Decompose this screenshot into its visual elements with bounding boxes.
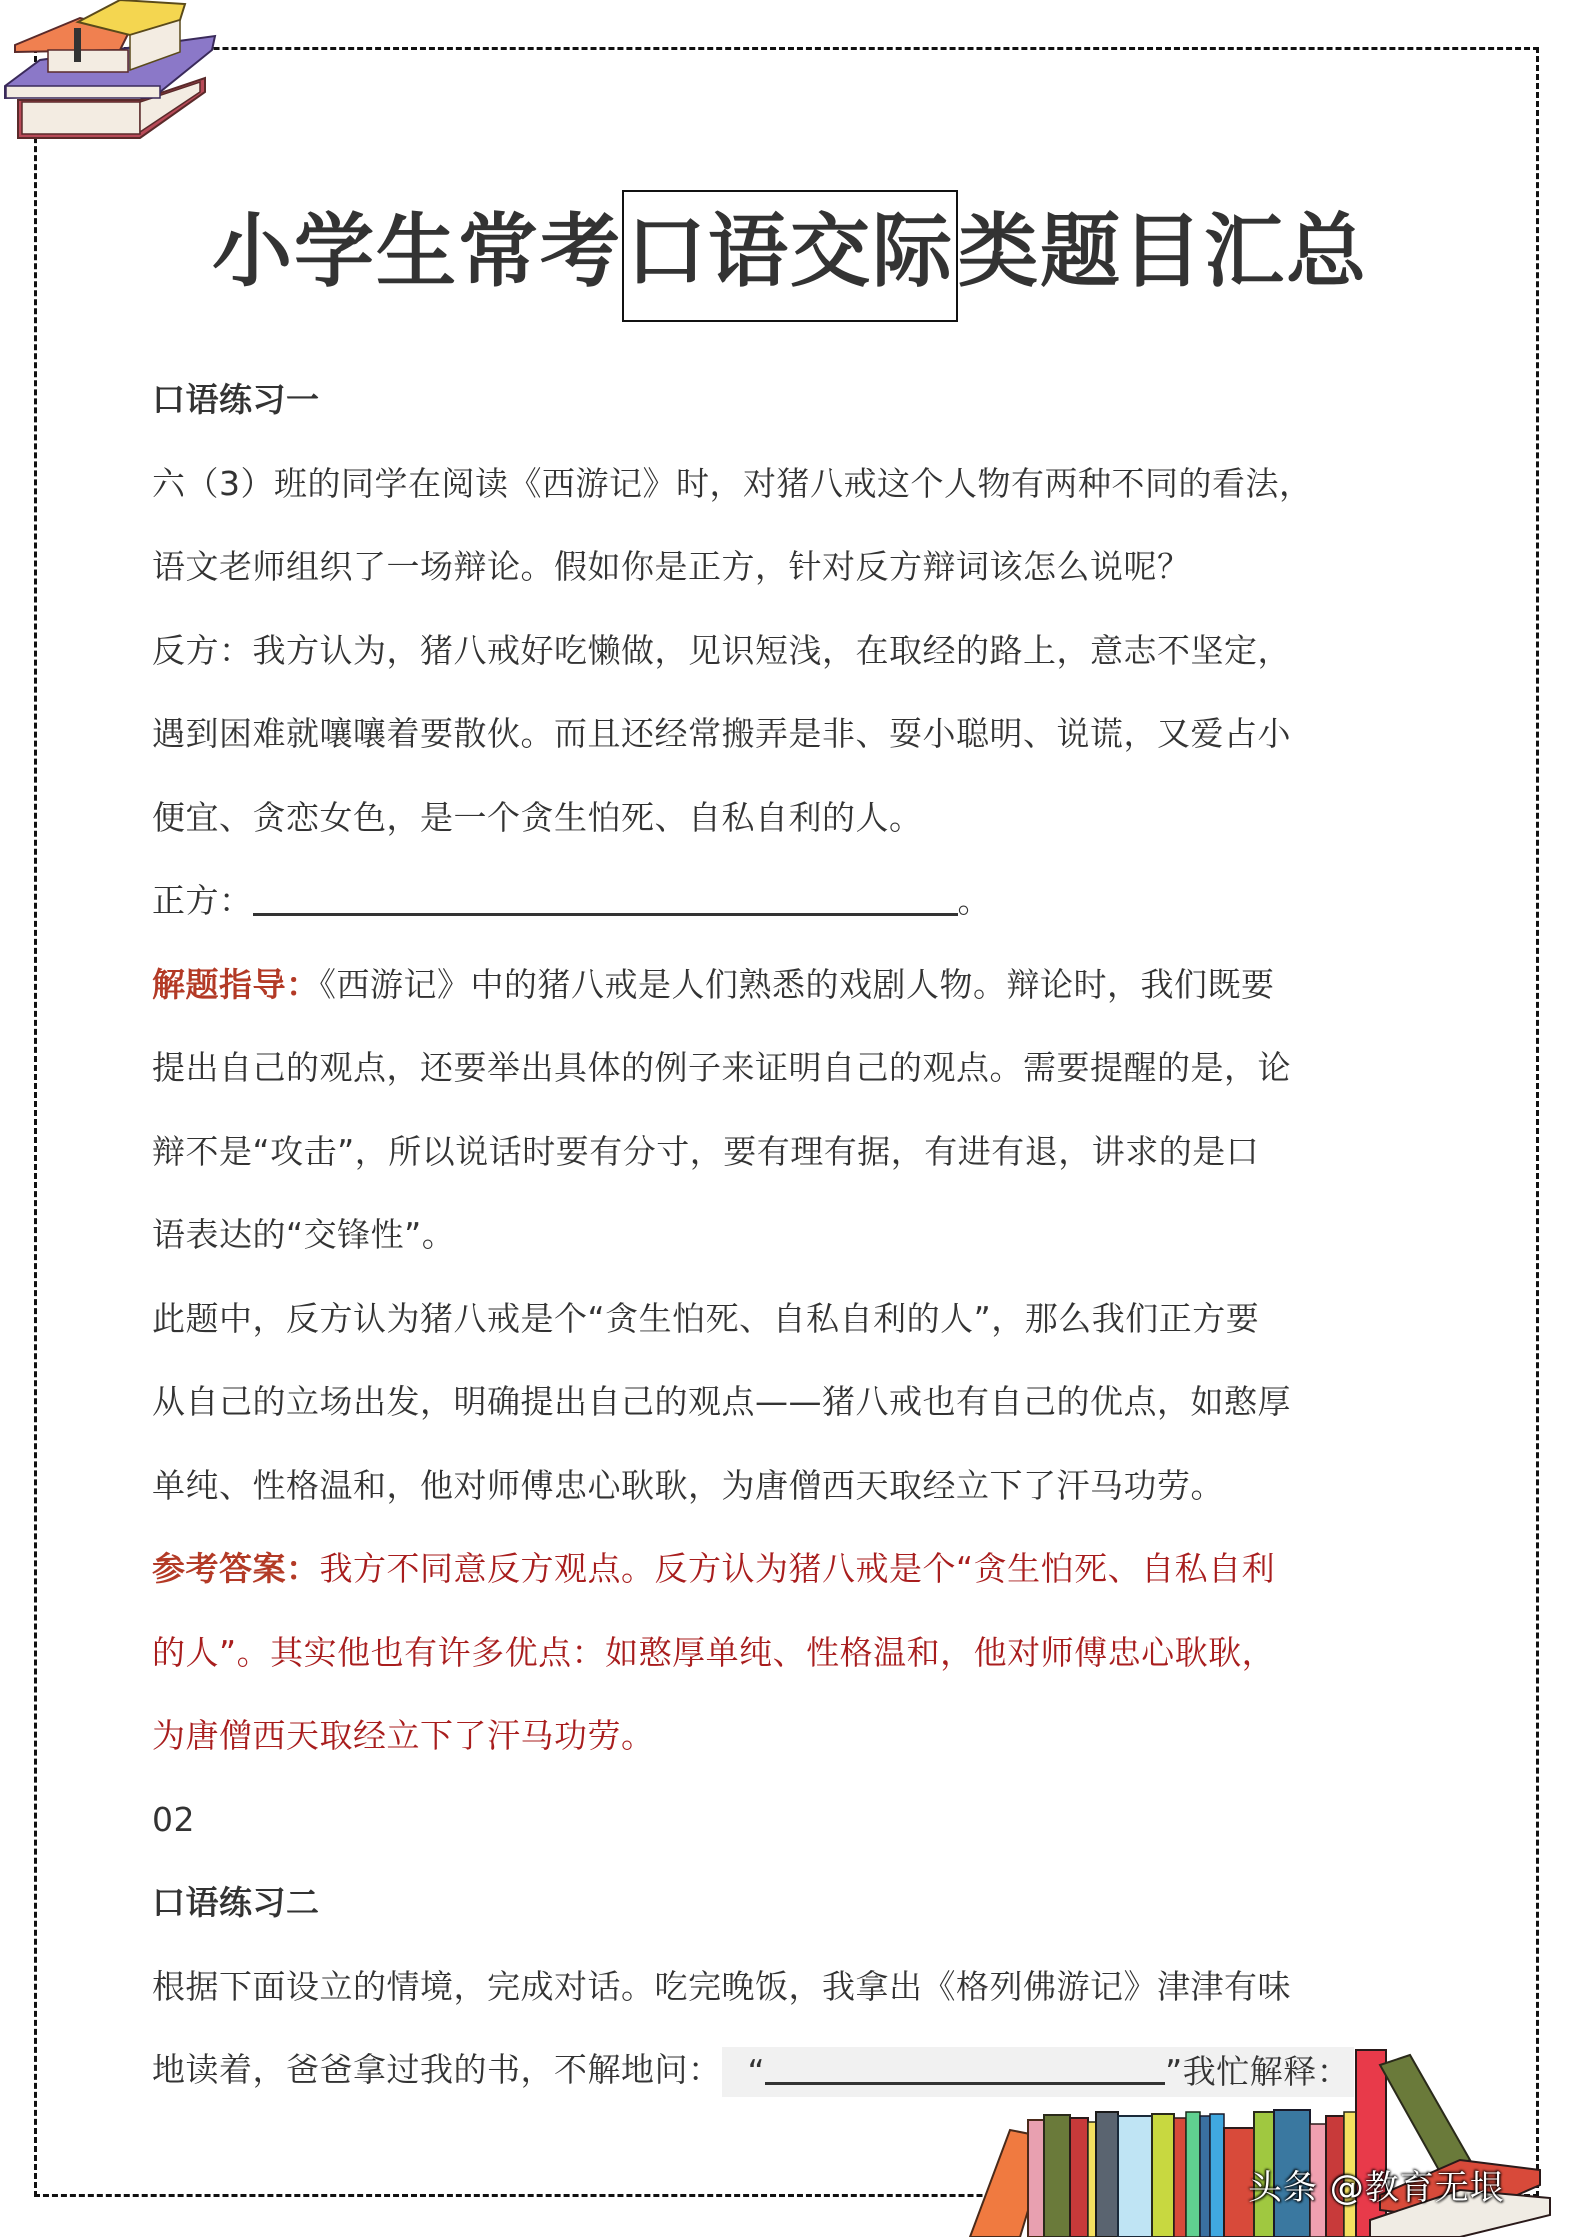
- guide-line-2: 提出自己的观点，还要举出具体的例子来证明自己的观点。需要提醒的是，论: [152, 1048, 1291, 1087]
- analysis-line-3: 单纯、性格温和，他对师傅忠心耿耿，为唐僧西天取经立下了汗马功劳。: [152, 1465, 1224, 1505]
- question-line-2: 语文老师组织了一场辩论。假如你是正方，针对反方辩词该怎么说呢？: [152, 547, 1191, 586]
- title-suffix: 类题目汇总: [958, 205, 1368, 298]
- section-number: 02: [152, 1799, 195, 1839]
- answer-line-1: [152, 1527, 1432, 1611]
- guide-line-4: 语表达的“交锋性”。: [152, 1215, 456, 1254]
- watermark-text: 头条 @教育无垠: [1248, 2168, 1505, 2208]
- answer-text-1: 我方不同意反方观点。反方认为猪八戒是个“贪生怕死、自私自利: [319, 1549, 1276, 1588]
- page-title: [0, 190, 1580, 298]
- affirmative-blank-field[interactable]: [253, 876, 958, 916]
- title-prefix: 小学生常考: [212, 205, 622, 298]
- answer-line-2: 的人”。其实他也有许多优点：如憨厚单纯、性格温和，他对师傅忠心耿耿，: [152, 1632, 1276, 1672]
- question-line-1: 六（3）班的同学在阅读《西游记》时，对猪八戒这个人物有两种不同的看法，: [152, 463, 1313, 503]
- affirmative-label: 正方：: [152, 881, 253, 920]
- opponent-line-2: 遇到困难就嚷嚷着要散伙。而且还经常搬弄是非、耍小聪明、说谎，又爱占小: [152, 714, 1291, 753]
- section-2-text-2: 地读着，爸爸拿过我的书，不解地问：: [152, 2050, 722, 2089]
- quote-close: ”: [1165, 2051, 1183, 2091]
- guide-text-1: 《西游记》中的猪八戒是人们熟悉的戏剧人物。辩论时，我们既要: [319, 964, 1275, 1004]
- affirmative-answer-row: [152, 859, 1432, 943]
- section-1-heading: 口语练习一: [152, 380, 320, 419]
- guide-line-3: 辩不是“攻击”，所以说话时要有分寸，要有理有据，有进有退，讲求的是口: [152, 1131, 1260, 1171]
- affirmative-end-mark: 。: [957, 881, 991, 920]
- analysis-line-2: 从自己的立场出发，明确提出自己的观点——猪八戒也有自己的优点，如憨厚: [152, 1382, 1291, 1421]
- book-stack-icon: [0, 0, 220, 145]
- guide-label: 解题指导：: [152, 964, 320, 1004]
- section-2-heading: 口语练习二: [152, 1883, 320, 1922]
- answer-label: 参考答案：: [152, 1549, 320, 1588]
- guide-line-1: [152, 943, 1432, 1027]
- opponent-line-1: 反方：我方认为，猪八戒好吃懒做，见识短浅，在取经的路上，意志不坚定，: [152, 630, 1291, 670]
- analysis-line-1: 此题中，反方认为猪八戒是个“贪生怕死、自私自利的人”，那么我们正方要: [152, 1298, 1260, 1338]
- answer-line-3: 为唐僧西天取经立下了汗马功劳。: [152, 1716, 655, 1755]
- title-highlight-box: 口语交际: [622, 190, 958, 322]
- document-body: [152, 358, 1432, 2112]
- section-2-line-1: 根据下面设立的情境，完成对话。吃完晚饭，我拿出《格列佛游记》津津有味: [152, 1966, 1291, 2006]
- opponent-line-3: 便宜、贪恋女色，是一个贪生怕死、自私自利的人。: [152, 797, 923, 837]
- quote-open: “: [747, 2051, 766, 2091]
- after-quote-text: 我忙解释：: [1182, 2051, 1351, 2091]
